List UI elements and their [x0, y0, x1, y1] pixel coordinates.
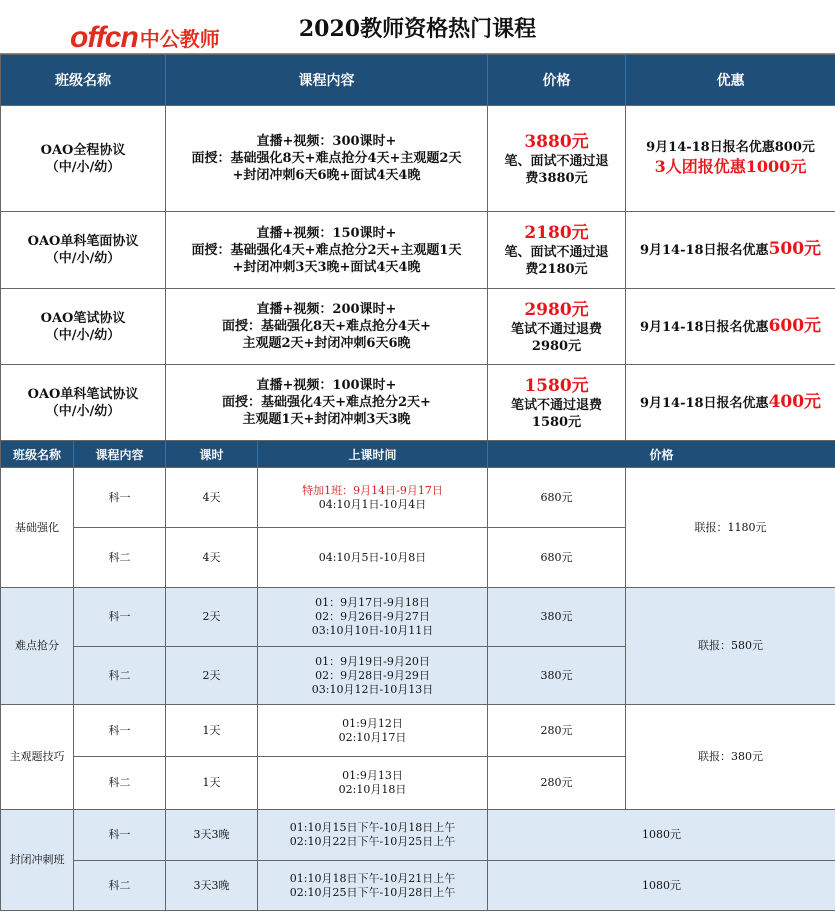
class-name-cell	[1, 212, 166, 289]
class-name-line: OAO单科笔试协议	[27, 386, 139, 402]
header-class-name: 班级名称	[1, 441, 74, 468]
hours-cell: 1天	[166, 705, 258, 757]
schedule-line: 04:10月5日-10月8日	[318, 550, 427, 564]
schedule-line: 03:10月10日-10月11日	[311, 624, 434, 637]
module-name-cell: 封闭冲刺班	[1, 810, 74, 911]
refund-note: 1580元	[531, 414, 582, 430]
hours-cell: 2天	[166, 588, 258, 647]
discount-amount: 600元	[768, 315, 822, 336]
price-cell: 680元	[488, 528, 626, 588]
subject-cell: 科一	[74, 810, 166, 861]
schedule-cell	[258, 588, 488, 647]
module-row	[1, 468, 835, 528]
hours-cell: 4天	[166, 528, 258, 588]
schedule-cell	[258, 647, 488, 705]
special-class-time: 特加1班：9月14日-9月17日	[302, 483, 443, 497]
price-amount: 2180元	[524, 223, 589, 243]
header-schedule: 上课时间	[258, 441, 488, 468]
refund-note: 笔试不通过退费	[510, 397, 602, 413]
hours-cell: 3天3晚	[166, 810, 258, 861]
course-content-line: 主观题2天+封闭冲刺6天6晚	[242, 336, 411, 351]
course-content-line: 直播+视频：300课时+	[256, 134, 397, 149]
discount-line	[630, 315, 831, 336]
price-cell: 1080元	[488, 810, 835, 861]
module-table-header	[1, 441, 835, 468]
refund-note: 笔试不通过退费	[510, 321, 602, 337]
discount-line	[630, 139, 831, 156]
course-content-line: +封闭冲刺3天3晚+面试4天4晚	[232, 259, 421, 275]
class-name-line: OAO笔试协议	[40, 310, 126, 326]
price-cell: 280元	[488, 705, 626, 757]
header-price: 价格	[488, 441, 835, 468]
course-content-line: 主观题1天+封闭冲刺3天3晚	[242, 412, 411, 427]
schedule-cell	[258, 468, 488, 528]
class-name-cell	[1, 365, 166, 441]
price-cell	[488, 365, 626, 441]
refund-note: 费3880元	[525, 170, 588, 186]
subject-cell: 科一	[74, 468, 166, 528]
schedule-line: 02：9月28日-9月29日	[315, 668, 430, 682]
logo-cn-text: 中公教师	[139, 29, 220, 51]
discount-line	[630, 241, 831, 259]
schedule-line: 01:10月18日下午-10月21日上午	[289, 871, 456, 885]
logo-offcn-text: offcn	[70, 21, 138, 54]
hours-cell: 1天	[166, 757, 258, 810]
schedule-line: 01:9月12日	[342, 716, 403, 730]
subject-cell: 科二	[74, 528, 166, 588]
schedule-line: 02：9月26日-9月27日	[315, 610, 430, 623]
course-content-cell	[166, 212, 488, 289]
offcn-logo	[70, 21, 220, 54]
protocol-row	[1, 365, 835, 441]
price-cell: 680元	[488, 468, 626, 528]
discount-line	[630, 391, 831, 412]
schedule-line: 01：9月17日-9月18日	[315, 596, 430, 609]
discount-amount: 400元	[768, 391, 822, 412]
module-row	[1, 705, 835, 757]
module-name-cell: 基础强化	[1, 468, 74, 588]
combo-price-cell: 联报：380元	[626, 705, 835, 810]
class-name-line: （中/小/幼）	[45, 403, 121, 419]
subject-cell: 科一	[74, 588, 166, 647]
course-content-line: 面授：基础强化8天+难点抢分4天+主观题2天	[191, 151, 462, 166]
combo-price-cell: 联报：580元	[626, 588, 835, 705]
course-content-line: 面授：基础强化4天+难点抢分2天+	[222, 395, 431, 410]
class-name-line: （中/小/幼）	[45, 327, 121, 343]
header-hours: 课时	[166, 441, 258, 468]
price-cell	[488, 289, 626, 365]
price-amount: 3880元	[524, 131, 589, 152]
price-amount: 2980元	[524, 299, 589, 320]
hours-cell: 3天3晚	[166, 861, 258, 911]
schedule-cell	[258, 528, 488, 588]
class-name-line: （中/小/幼）	[45, 159, 121, 175]
course-content-cell	[166, 365, 488, 441]
combo-price-cell: 联报：1180元	[626, 468, 835, 588]
header-course-content: 课程内容	[166, 55, 488, 106]
protocol-course-table	[0, 54, 835, 441]
schedule-line: 02:10月18日	[338, 783, 407, 796]
schedule-cell	[258, 705, 488, 757]
schedule-line: 01:10月15日下午-10月18日上午	[289, 821, 456, 834]
course-content-line: 直播+视频：200课时+	[256, 302, 397, 317]
protocol-row	[1, 106, 835, 212]
protocol-row	[1, 289, 835, 365]
page-header	[0, 0, 835, 54]
course-content-cell	[166, 289, 488, 365]
module-name-cell: 难点抢分	[1, 588, 74, 705]
subject-cell: 科一	[74, 705, 166, 757]
module-course-table	[0, 440, 835, 911]
header-discount: 优惠	[626, 55, 835, 106]
refund-note: 笔、面试不通过退	[504, 245, 609, 260]
hours-cell: 4天	[166, 468, 258, 528]
course-content-line: 面授：基础强化8天+难点抢分4天+	[222, 319, 431, 334]
course-content-line: 面授：基础强化4天+难点抢分2天+主观题1天	[191, 242, 462, 258]
class-name-line: OAO单科笔面协议	[27, 234, 139, 249]
discount-prefix: 9月14-18日报名优惠800元	[646, 140, 815, 155]
header-class-name: 班级名称	[1, 55, 166, 106]
schedule-line: 03:10月12日-10月13日	[311, 682, 434, 696]
price-cell	[488, 212, 626, 289]
module-row	[1, 588, 835, 647]
class-name-line: OAO全程协议	[40, 142, 126, 158]
header-course-content: 课程内容	[74, 441, 166, 468]
price-amount: 1580元	[524, 375, 589, 396]
schedule-cell	[258, 810, 488, 861]
schedule-line: 01：9月19日-9月20日	[315, 654, 430, 668]
discount-prefix: 9月14-18日报名优惠	[639, 243, 769, 258]
course-content-line: +封闭冲刺6天6晚+面试4天4晚	[232, 168, 421, 183]
discount-prefix: 9月14-18日报名优惠	[639, 319, 769, 335]
class-name-cell	[1, 289, 166, 365]
course-content-cell	[166, 106, 488, 212]
schedule-line: 02:10月25日下午-10月28日上午	[289, 885, 456, 899]
schedule-line: 01:9月13日	[342, 769, 403, 782]
group-discount: 3人团报优惠1000元	[654, 157, 807, 176]
discount-cell	[626, 212, 835, 289]
refund-note: 笔、面试不通过退	[504, 153, 609, 169]
subject-cell: 科二	[74, 757, 166, 810]
protocol-row	[1, 212, 835, 289]
course-content-line: 直播+视频：100课时+	[256, 378, 397, 393]
subject-cell: 科二	[74, 861, 166, 911]
schedule-line: 02:10月17日	[338, 730, 407, 744]
discount-cell	[626, 365, 835, 441]
protocol-table-header	[1, 55, 835, 106]
discount-cell	[626, 106, 835, 212]
price-cell: 1080元	[488, 861, 835, 911]
module-name-cell: 主观题技巧	[1, 705, 74, 810]
class-name-cell	[1, 106, 166, 212]
schedule-line: 04:10月1日-10月4日	[318, 497, 427, 511]
module-row	[1, 861, 835, 911]
price-cell: 280元	[488, 757, 626, 810]
schedule-cell	[258, 861, 488, 911]
schedule-cell	[258, 757, 488, 810]
refund-note: 费2180元	[525, 262, 588, 277]
price-cell: 380元	[488, 588, 626, 647]
module-row	[1, 810, 835, 861]
schedule-line: 02:10月22日下午-10月25日上午	[289, 835, 456, 848]
price-cell: 380元	[488, 647, 626, 705]
header-price: 价格	[488, 55, 626, 106]
hours-cell: 2天	[166, 647, 258, 705]
refund-note: 2980元	[531, 338, 582, 354]
discount-prefix: 9月14-18日报名优惠	[639, 395, 769, 411]
class-name-line: （中/小/幼）	[45, 251, 121, 266]
discount-amount: 500元	[768, 239, 822, 259]
subject-cell: 科二	[74, 647, 166, 705]
page-title: 2020教师资格热门课程	[298, 16, 537, 42]
price-cell	[488, 106, 626, 212]
course-content-line: 直播+视频：150课时+	[256, 225, 397, 241]
discount-cell	[626, 289, 835, 365]
